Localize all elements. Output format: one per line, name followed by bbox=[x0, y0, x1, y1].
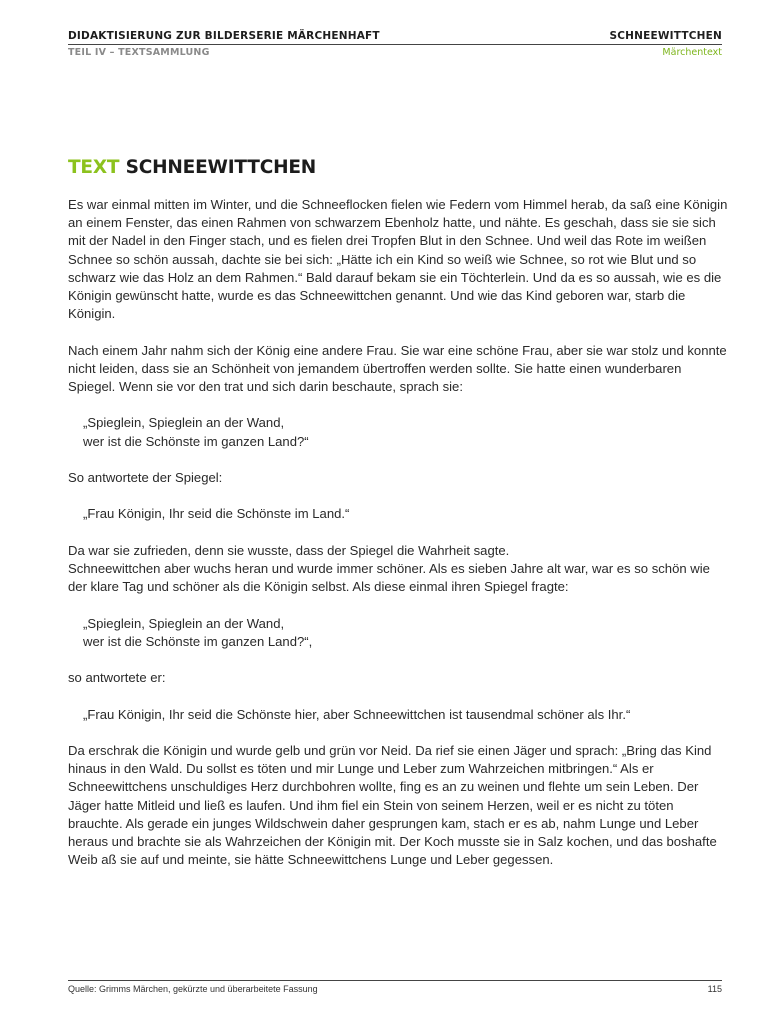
paragraph-4 bbox=[68, 542, 728, 597]
header-top-row bbox=[68, 30, 722, 43]
page-header bbox=[68, 30, 722, 58]
header-text-type: Märchentext bbox=[662, 47, 722, 58]
mirror-verse-1 bbox=[68, 414, 728, 450]
paragraph-4-line-1: Da war sie zufrieden, denn sie wusste, dass der Spiegel die Wahrheit sagte. bbox=[68, 542, 510, 558]
source-note: Quelle: Grimms Märchen, gekürzte und überarbeitete Fassung bbox=[68, 984, 318, 994]
header-divider bbox=[68, 44, 722, 45]
paragraph-1: Es war einmal mitten im Winter, und die Schneeflocken fielen wie Federn vom Himmel herab, da saß eine Königin an einem Fenster, das einen Rahmen von schwarzem Ebenholz hatte, und nähte. Es geschah, dass sie sie sich mit der Nadel in den Finger stach, und es fielen drei Tropfen Blut in den Schnee. Und weil das Rote im weißen Schnee so schön aussah, dachte sie bei sich: „Hätte ich ein Kind so weiß wie Schnee, so rot wie Blut und so schwarz wie das Holz an dem Rahmen.“ Bald darauf bekam sie ein Töchterlein. Und da es so aussah, wie es die Königin gewünscht hatte, wurde es das Schneewittchen genannt. Und wie das Kind geboren war, starb die Königin. bbox=[68, 197, 728, 322]
footer-row bbox=[68, 984, 722, 994]
header-section-label: TEIL IV – TEXTSAMMLUNG bbox=[68, 47, 210, 58]
paragraph-4-line-2: Schneewittchen aber wuchs heran und wurde immer schöner. Als es sieben Jahre alt war, war es so schön wie der klare Tag und schöner als die Königin selbst. Als diese einmal ihren Spiegel fragte: bbox=[68, 560, 710, 595]
verse-3-line-1: „Spieglein, Spieglein an der Wand, bbox=[83, 615, 285, 631]
paragraph-3: So antwortete der Spiegel: bbox=[68, 470, 223, 485]
header-bottom-row bbox=[68, 47, 722, 58]
header-story-title: SCHNEEWITTCHEN bbox=[609, 30, 722, 42]
verse-1-line-1: „Spieglein, Spieglein an der Wand, bbox=[83, 415, 285, 431]
footer-divider bbox=[68, 980, 722, 981]
paragraph-6: Da erschrak die Königin und wurde gelb und grün vor Neid. Da rief sie einen Jäger und sprach: „Bring das Kind hinaus in den Wald. Du sollst es töten und mir Lunge und Leber zum Wahrzeichen mitbringen.“ Als er Schneewittchens unschuldiges Herz durchbohren wollte, fing es an zu weinen und flehte um sein Leben. Der Jäger hatte Mitleid und ließ es laufen. Und ihm fiel ein Stein von seinem Herzen, weil er es nicht zu töten brauchte. Als gerade ein junges Wildschwein daher gesprungen kam, stach er es ab, nahm Lunge und Leber heraus und brachte sie als Wahrzeichen der Königin mit. Der Koch musste sie in Salz kochen, und das boshafte Weib aß sie auf und meinte, sie hätte Schneewittchens Lunge und Leber gegessen. bbox=[68, 742, 717, 868]
mirror-answer-1: „Frau Königin, Ihr seid die Schönste im Land.“ bbox=[83, 506, 350, 522]
header-series-title: DIDAKTISIERUNG ZUR BILDERSERIE MÄRCHENHAFT bbox=[68, 30, 380, 42]
verse-3-line-2: wer ist die Schönste im ganzen Land?“, bbox=[83, 633, 313, 649]
paragraph-2: Nach einem Jahr nahm sich der König eine andere Frau. Sie war eine schöne Frau, aber sie war stolz und konnte nicht leiden, dass sie an Schönheit von jemandem übertroffen werden sollte. Sie hatte einen wunderbaren Spiegel. Wenn sie vor den trat und sich darin beschaute, sprach sie: bbox=[68, 342, 727, 395]
verse-1-line-2: wer ist die Schönste im ganzen Land?“ bbox=[83, 433, 309, 449]
title-accent: TEXT bbox=[68, 157, 120, 178]
page-number: 115 bbox=[707, 984, 722, 994]
page-title bbox=[68, 157, 316, 178]
mirror-verse-2 bbox=[68, 615, 728, 651]
mirror-answer-2: „Frau Königin, Ihr seid die Schönste hier, aber Schneewittchen ist tausendmal schöner als Ihr.“ bbox=[83, 706, 631, 722]
story-text bbox=[68, 196, 728, 888]
paragraph-5: so antwortete er: bbox=[68, 670, 166, 686]
page-footer bbox=[68, 980, 722, 994]
title-main: SCHNEEWITTCHEN bbox=[125, 157, 317, 178]
